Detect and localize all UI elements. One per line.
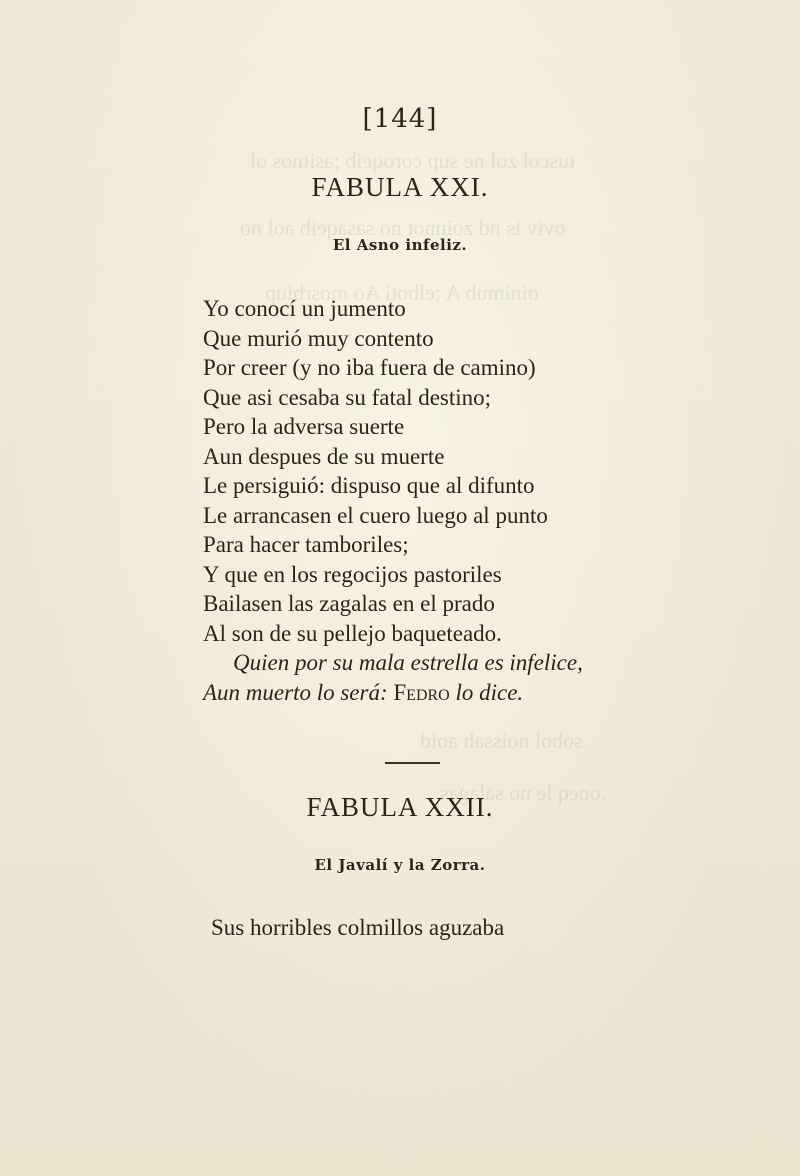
verse-line: Bailasen las zagalas en el prado xyxy=(203,591,495,616)
verse-line: Al son de su pellejo baqueteado. xyxy=(203,620,502,646)
verse-line: Le persiguió: dispuso que al difunto xyxy=(203,473,535,498)
moral-line: Quien por su mala estrella es infelice, xyxy=(233,650,583,675)
verse-line: Aun despues de su muerte xyxy=(203,443,445,469)
verse-line: Para hacer tamboriles; xyxy=(203,532,409,557)
verse-line: Por creer (y no iba fuera de camino) xyxy=(203,355,536,380)
moral-author: Fedro xyxy=(393,679,450,705)
moral-text: lo dice. xyxy=(455,679,524,705)
fable-subtitle: El Asno infeliz. xyxy=(332,236,468,254)
verse-line: Le arrancasen el cuero luego al punto xyxy=(203,502,548,528)
moral-line xyxy=(0,678,800,708)
bleed-through-text: oviv is nd zoinnot no sasaqeib aol no xyxy=(240,215,566,240)
verse-line: Sus horribles colmillos aguzaba xyxy=(211,915,505,940)
bleed-through-text: .oneq le no salagas xyxy=(440,780,607,805)
verse-line: Yo conocí un jumento xyxy=(203,296,406,321)
verse-line: Pero la adversa suerte xyxy=(203,414,405,439)
page-number: [144] xyxy=(362,104,438,134)
fable-verse xyxy=(0,294,800,707)
bleed-through-text: sobol noissah aoid xyxy=(420,728,583,753)
moral-text: Aun muerto lo será: xyxy=(203,679,388,705)
section-divider xyxy=(385,762,440,764)
fable-title: FABULA XXII. xyxy=(306,792,494,822)
fable-title: FABULA XXI. xyxy=(311,172,489,202)
verse-line: Que asi cesaba su fatal destino; xyxy=(203,384,492,410)
verse-line: Que murió muy contento xyxy=(203,325,434,351)
verse-line: Y que en los regocijos pastoriles xyxy=(203,561,502,587)
bleed-through-text: tuscol zol ne sup coroqeib ;asitnos ol xyxy=(250,148,576,173)
bleed-through-text: oinimub A ;elboti Ao mosrbiup xyxy=(265,280,539,305)
fable-verse xyxy=(0,913,800,943)
fable-subtitle: El Javalí y la Zorra. xyxy=(314,856,486,874)
